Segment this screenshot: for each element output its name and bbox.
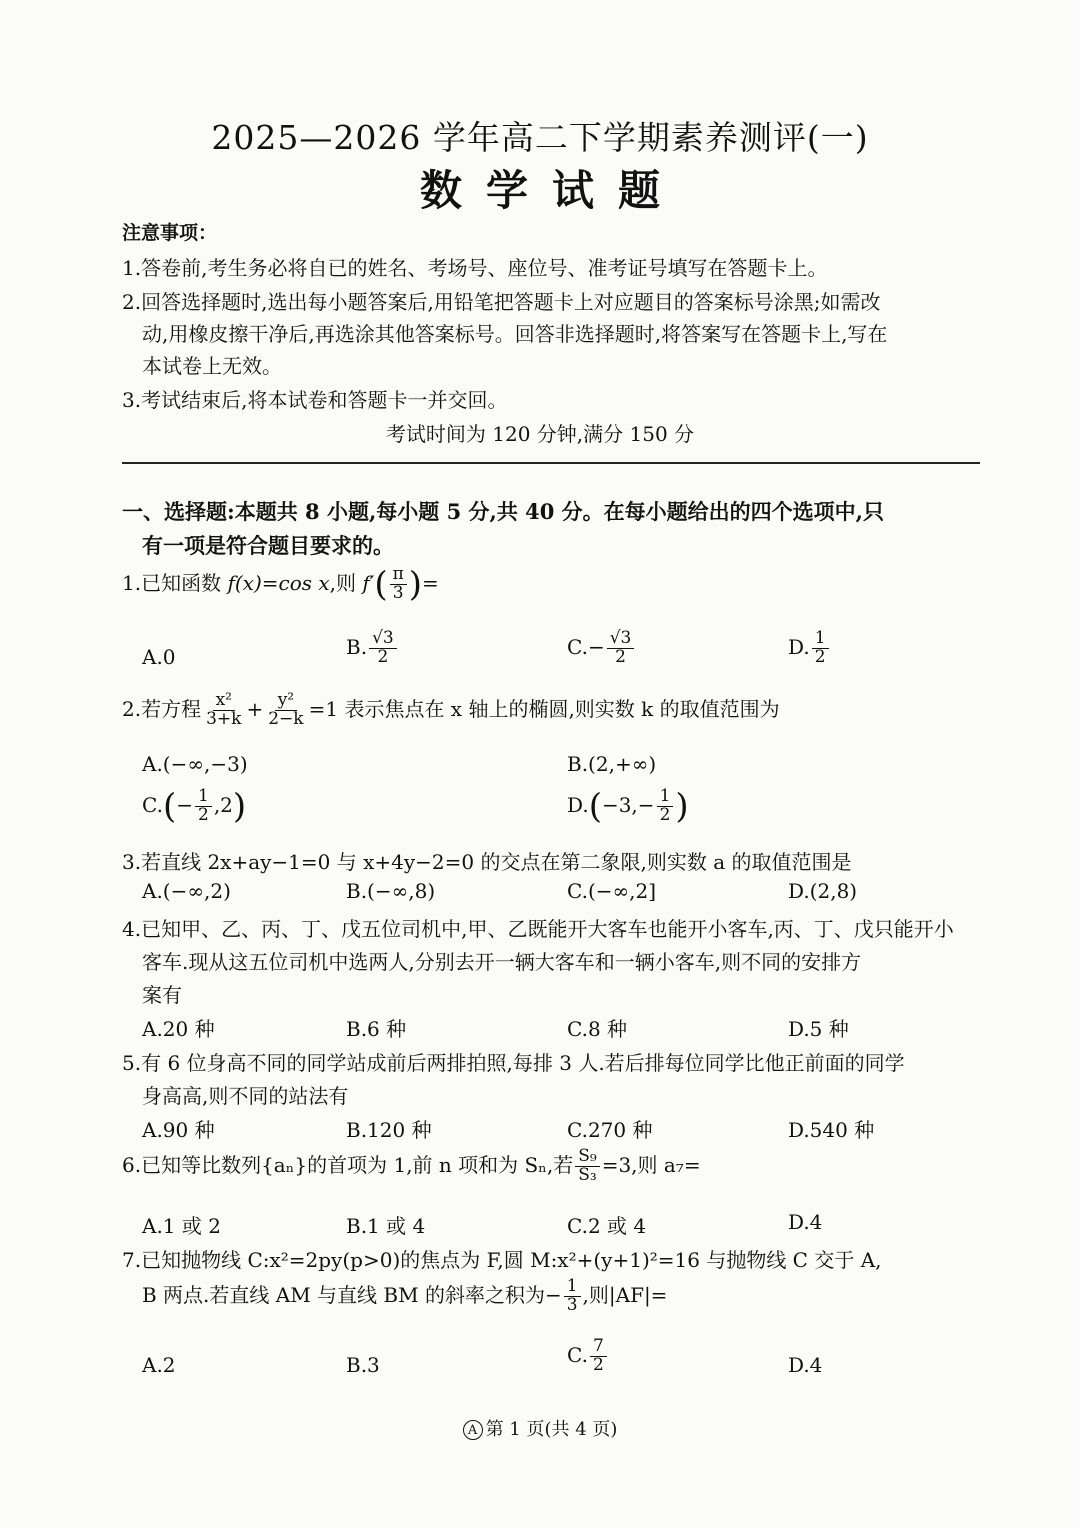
q6-option-d: D.4 (788, 1210, 823, 1234)
q6-option-a: A.1 或 2 (142, 1214, 221, 1238)
question-1: 1.已知函数 f(x)=cos x,则 f′( $\frac{\pi}{3}$ )= (122, 564, 439, 605)
q2-option-b: B.(2,+∞) (567, 752, 657, 776)
q5-option-d: D.540 种 (788, 1118, 875, 1142)
divider-line (122, 462, 980, 464)
q5-option-b: B.120 种 (346, 1118, 432, 1142)
question-4-line1: 4.已知甲、乙、丙、丁、戊五位司机中,甲、乙既能开大客车也能开小客车,丙、丁、戊只能开小 (122, 917, 954, 941)
question-7-line2: B 两点.若直线 AM 与直线 BM 的斜率之积为− $\frac{1}{3}$ ,则|AF|= (142, 1276, 668, 1315)
q7-option-d: D.4 (788, 1353, 823, 1377)
notice-item-2-end: 本试卷上无效。 (142, 354, 282, 378)
question-4-line2: 客车.现从这五位司机中选两人,分别去开一辆大客车和一辆小客车,则不同的安排方 (142, 950, 862, 974)
q4-option-a: A.20 种 (142, 1017, 215, 1041)
question-5-line1: 5.有 6 位身高不同的同学站成前后两排拍照,每排 3 人.若后排每位同学比他正前面的同学 (122, 1051, 905, 1075)
q3-option-b: B.(−∞,8) (346, 879, 436, 903)
q2-option-c: C.(− $\frac{1}{2}$ ,2) (142, 786, 247, 827)
q2-option-d: D.(−3,− $\frac{1}{2}$ ) (567, 786, 689, 827)
q4-option-d: D.5 种 (788, 1017, 849, 1041)
question-7-line1: 7.已知抛物线 C:x²=2py(p>0)的焦点为 F,圆 M:x²+(y+1)²=16 与抛物线 C 交于 A, (122, 1248, 882, 1272)
q3-option-c: C.(−∞,2] (567, 879, 657, 903)
q6-option-c: C.2 或 4 (567, 1214, 647, 1238)
q6-option-b: B.1 或 4 (346, 1214, 426, 1238)
question-6: 6.已知等比数列{aₙ}的首项为 1,前 n 项和为 Sₙ,若 $\frac{\text{S₉}}{\text{S₃}}$ =3,则 a₇= (122, 1146, 701, 1185)
q3-option-a: A.(−∞,2) (142, 879, 231, 903)
q1-option-a: A.0 (142, 645, 176, 669)
section-heading-line2: 有一项是符合题目要求的。 (142, 533, 394, 558)
subject-title: 数学试题 (419, 166, 684, 215)
version-badge: A (463, 1420, 483, 1440)
q1-option-b: B. $\frac{√3}{2}$ (346, 630, 399, 667)
page-number: 第 1 页(共 4 页) (485, 1419, 618, 1440)
question-3: 3.若直线 2x+ay−1=0 与 x+4y−2=0 的交点在第二象限,则实数 a 的取值范围是 (122, 850, 852, 874)
notice-heading: 注意事项： (122, 222, 218, 244)
question-5-line2: 身高高,则不同的站法有 (142, 1084, 349, 1108)
q2-option-a: A.(−∞,−3) (142, 752, 248, 776)
q4-option-c: C.8 种 (567, 1017, 628, 1041)
q7-option-c: C. $\frac{7}{2}$ (567, 1338, 609, 1375)
notice-item-3: 3.考试结束后,将本试卷和答题卡一并交回。 (122, 388, 508, 412)
question-4-line3: 案有 (142, 983, 182, 1007)
q4-option-b: B.6 种 (346, 1017, 407, 1041)
notice-item-2: 2.回答选择题时,选出每小题答案后,用铅笔把答题卡上对应题目的答案标号涂黑;如需改 (122, 290, 881, 314)
q3-option-d: D.(2,8) (788, 879, 858, 903)
section-heading-line1: 一、选择题:本题共 8 小题,每小题 5 分,共 40 分。在每小题给出的四个选项中,只 (122, 499, 884, 524)
q1-option-d: D. $\frac{1}{2}$ (788, 630, 831, 667)
question-2: 2.若方程 $\frac{\text{x²}}{3+k}$ + $\frac{\text{y²}}{2-k}$ =1 表示焦点在 x 轴上的椭圆,则实数 k 的取值范围为 (122, 690, 780, 729)
q5-option-c: C.270 种 (567, 1118, 653, 1142)
exam-title: 2025—2026 学年高二下学期素养测评(一) (211, 118, 869, 157)
q5-option-a: A.90 种 (142, 1118, 215, 1142)
q1-option-c: C.− $\frac{√3}{2}$ (567, 630, 636, 667)
notice-item-1: 1.答卷前,考生务必将自已的姓名、考场号、座位号、准考证号填写在答题卡上。 (122, 256, 828, 280)
page-footer (0, 1415, 1080, 1441)
q7-option-b: B.3 (346, 1353, 380, 1377)
exam-time-info: 考试时间为 120 分钟,满分 150 分 (385, 422, 695, 446)
notice-item-2-cont: 动,用橡皮擦干净后,再选涂其他答案标号。回答非选择题时,将答案写在答题卡上,写在 (142, 322, 888, 346)
q7-option-a: A.2 (142, 1353, 176, 1377)
